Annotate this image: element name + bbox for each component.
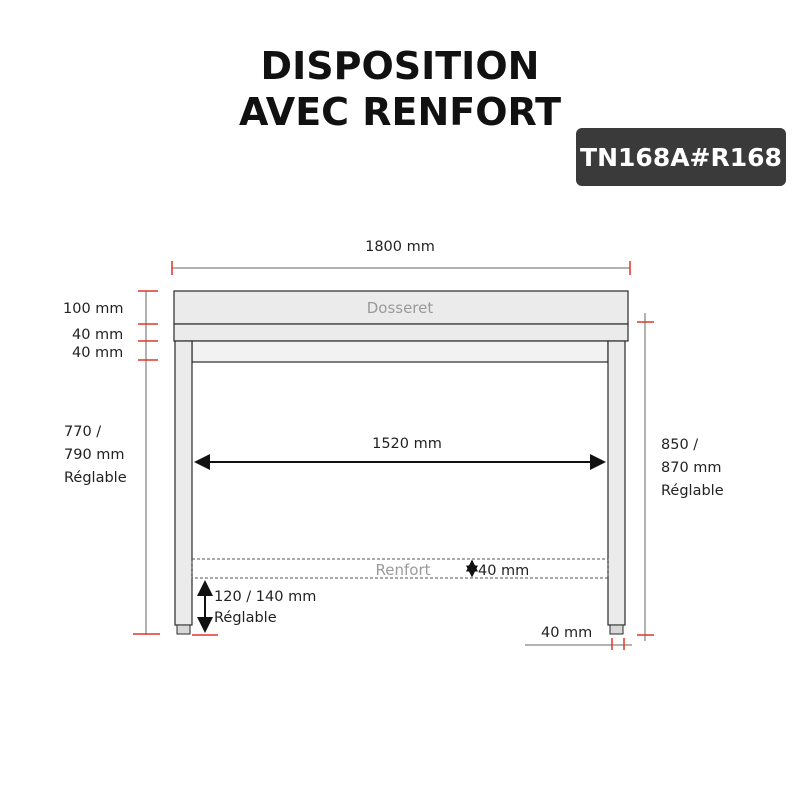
- brace-height-dimension: [472, 561, 529, 579]
- title-line-2: AVEC RENFORT: [238, 90, 562, 134]
- inner-width-label: 1520 mm: [372, 436, 442, 452]
- leg-height-line3: Réglable: [64, 470, 127, 486]
- total-height-line1: 850 /: [661, 437, 699, 453]
- total-height-line2: 870 mm: [661, 460, 722, 476]
- apron-height-label: 40 mm: [72, 345, 124, 361]
- total-height-line3: Réglable: [661, 483, 724, 499]
- total-width-label: 1800 mm: [365, 239, 435, 255]
- leg-width-label: 40 mm: [541, 625, 593, 641]
- backsplash-label: Dosseret: [366, 299, 434, 317]
- backsplash-height-label: 100 mm: [63, 301, 124, 317]
- right-foot: [610, 625, 623, 634]
- left-foot: [177, 625, 190, 634]
- leg-height-line1: 770 /: [64, 424, 102, 440]
- brace-label: Renfort: [375, 561, 431, 579]
- inner-width-dimension: [196, 436, 604, 462]
- brace-clearance-line1: 120 / 140 mm: [214, 589, 317, 605]
- leg-height-line2: 790 mm: [64, 447, 125, 463]
- right-height-dimensions: [637, 313, 724, 641]
- top-thickness-label: 40 mm: [72, 327, 124, 343]
- brace-clearance-dimension: [192, 582, 316, 635]
- left-height-dimensions: [63, 291, 160, 635]
- brace-clearance-line2: Réglable: [214, 610, 277, 626]
- right-leg: [608, 341, 625, 625]
- tabletop: [174, 324, 628, 341]
- total-width-dimension: [172, 239, 630, 275]
- title-line-1: DISPOSITION: [260, 44, 540, 88]
- reference-badge: TN168A#R168: [576, 128, 786, 186]
- brace-height-label: 40 mm: [478, 563, 530, 579]
- apron: [192, 341, 608, 362]
- left-leg: [175, 341, 192, 625]
